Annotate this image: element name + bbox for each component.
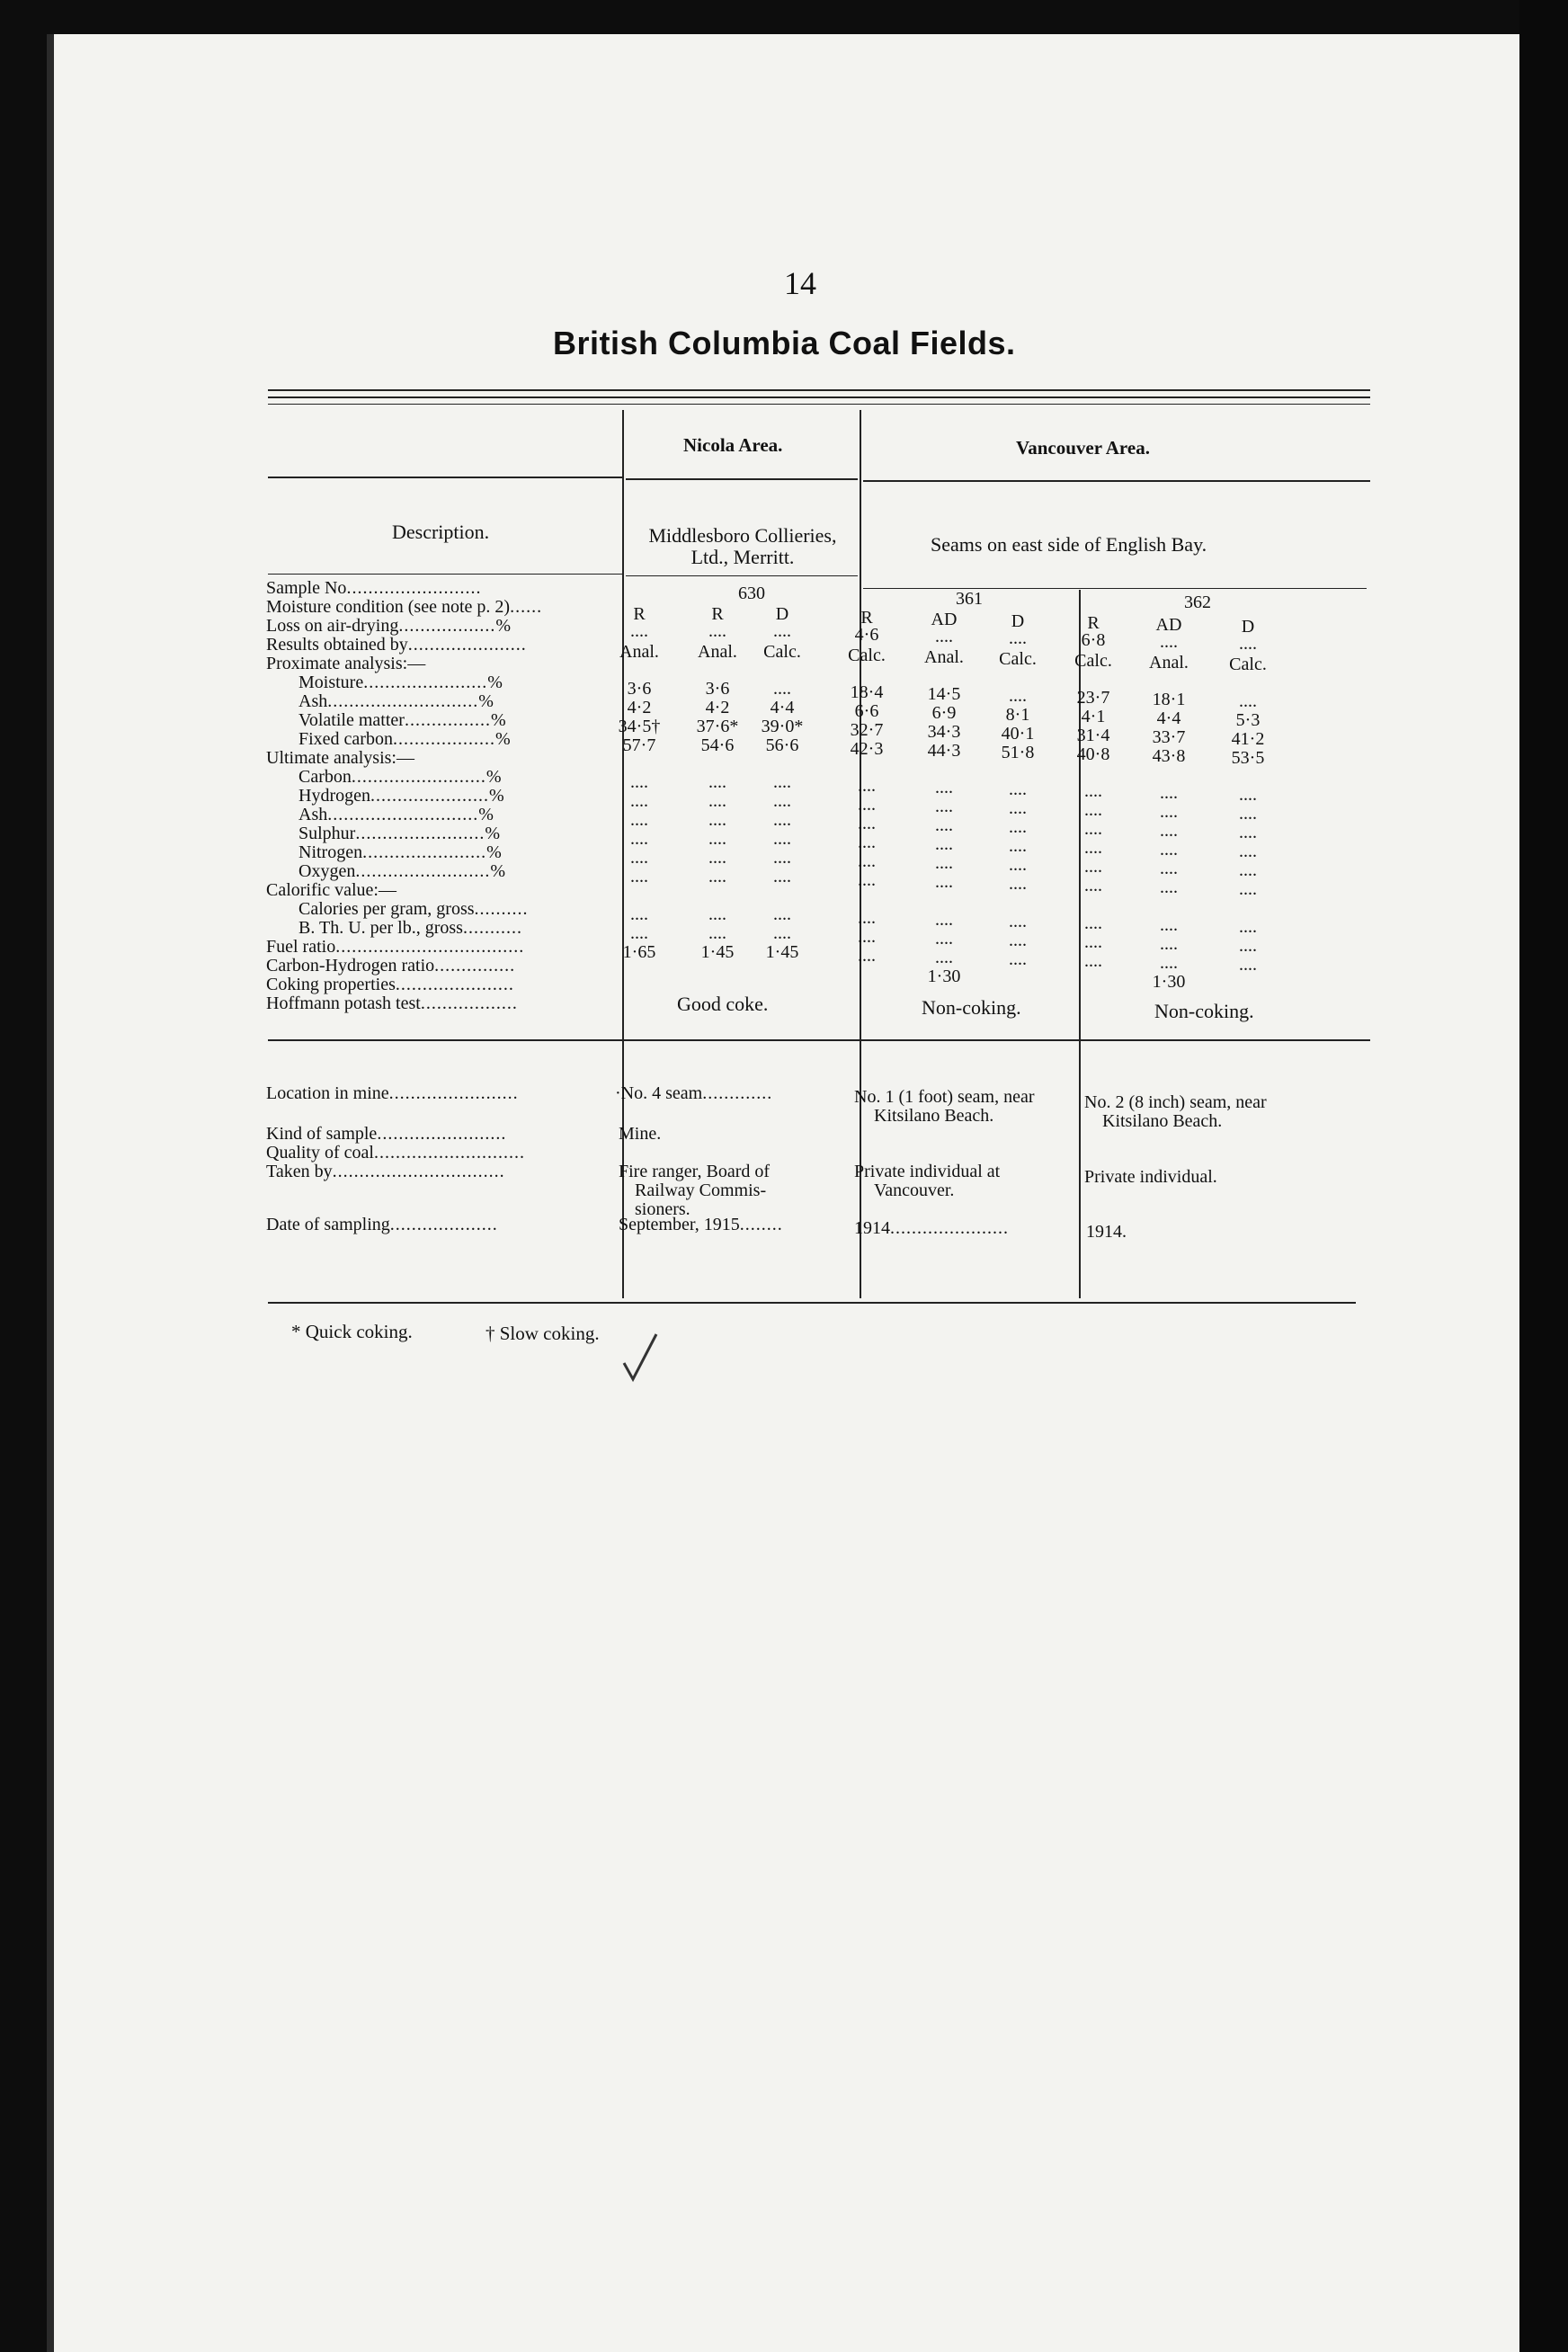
placeholder-cell: .... (858, 776, 876, 796)
placeholder-cell: .... (1009, 874, 1027, 894)
header-rule-left (268, 477, 622, 478)
cell-fixed-0: 57·7 (622, 735, 656, 755)
vancouver-subheader: Seams on east side of English Bay. (931, 533, 1207, 556)
label-fuel-ratio: Fuel ratio................................... (266, 937, 525, 957)
coking-362: Non-coking. (1154, 1000, 1254, 1022)
placeholder-cell: .... (773, 848, 791, 868)
cell-ash-4: 6·9 (931, 703, 957, 723)
v362-location-1: No. 2 (8 inch) seam, near (1084, 1092, 1267, 1112)
cell-ash-5: 8·1 (1005, 705, 1030, 725)
placeholder-cell: .... (1160, 859, 1178, 878)
cell-by-0: Anal. (619, 642, 659, 662)
placeholder-cell: .... (630, 810, 648, 830)
placeholder-cell: .... (1009, 780, 1027, 799)
cell-fixed-6: 40·8 (1076, 744, 1110, 764)
pencil-tick-mark (620, 1329, 665, 1392)
cell-moisture-0: 3·6 (627, 679, 652, 699)
cell-ash-1: 4·2 (705, 698, 730, 717)
cell-fuel-8: .... (1239, 955, 1257, 975)
placeholder-cell: .... (1239, 785, 1257, 805)
placeholder-cell: .... (935, 778, 953, 797)
header-rule-mid (626, 478, 858, 480)
cell-volatile-8: 41·2 (1231, 729, 1265, 749)
placeholder-cell: .... (1084, 800, 1102, 820)
label-ash-ultimate: Ash............................% (298, 805, 494, 824)
cell-cond-1: R (711, 604, 724, 624)
cell-loss-0: .... (630, 621, 648, 641)
nicola-area-header: Nicola Area. (683, 434, 783, 456)
cell-moisture-5: .... (1009, 686, 1027, 706)
label-sulphur: Sulphur........................% (298, 824, 501, 843)
cell-fuel-5: .... (1009, 949, 1027, 969)
placeholder-cell: .... (630, 791, 648, 811)
placeholder-cell: .... (858, 833, 876, 852)
label-moisture: Moisture.......................% (298, 673, 503, 692)
label-hydrogen: Hydrogen......................% (298, 786, 504, 806)
sample-no-630: 630 (738, 584, 765, 603)
placeholder-cell: .... (935, 834, 953, 854)
cell-volatile-6: 31·4 (1076, 726, 1110, 745)
cell-ash-3: 6·6 (854, 701, 879, 721)
label-results-obtained-by: Results obtained by...................... (266, 635, 527, 655)
cell-volatile-0: 34·5† (618, 717, 661, 736)
header-rule-right (863, 480, 1370, 482)
label-ch-ratio: Carbon-Hydrogen ratio............... (266, 956, 516, 976)
footnote-slow-coking: † Slow coking. (486, 1323, 600, 1344)
cell-cond-4: AD (931, 610, 958, 629)
placeholder-cell: .... (1160, 840, 1178, 860)
cell-cond-3: R (860, 608, 873, 628)
top-rule-2 (268, 396, 1370, 398)
placeholder-cell: .... (1239, 823, 1257, 842)
placeholder-cell: .... (1239, 842, 1257, 861)
cell-cond-6: R (1087, 613, 1100, 633)
placeholder-cell: .... (1009, 817, 1027, 837)
cell-by-3: Calc. (848, 646, 886, 665)
v361-location-2: Kitsilano Beach. (874, 1106, 994, 1126)
placeholder-cell: .... (773, 904, 791, 924)
cell-cond-8: D (1241, 617, 1255, 637)
cell-loss-5: .... (1009, 628, 1027, 648)
placeholder-cell: .... (630, 867, 648, 886)
cell-ash-7: 4·4 (1156, 708, 1181, 728)
placeholder-cell: .... (1160, 878, 1178, 897)
cell-moisture-4: 14·5 (927, 684, 961, 704)
placeholder-cell: .... (708, 867, 726, 886)
placeholder-cell: .... (858, 870, 876, 890)
placeholder-cell: .... (1084, 838, 1102, 858)
label-moisture-condition: Moisture condition (see note p. 2)...... (266, 597, 543, 617)
cell-fuel-4: .... (935, 948, 953, 967)
cell-by-1: Anal. (698, 642, 737, 662)
cell-volatile-1: 37·6* (696, 717, 739, 736)
sample-no-361: 361 (956, 589, 983, 609)
v361-taken-by-1: Private individual at (854, 1162, 1001, 1181)
cell-moisture-3: 18·4 (850, 682, 884, 702)
label-calorific: Calorific value:— (266, 880, 396, 900)
placeholder-cell: .... (708, 848, 726, 868)
cell-fixed-3: 42·3 (850, 739, 884, 759)
placeholder-cell: .... (1084, 857, 1102, 877)
sample-rule-mid (626, 575, 858, 576)
label-date: Date of sampling.................... (266, 1215, 498, 1234)
cell-cond-7: AD (1155, 615, 1182, 635)
label-sample-no: Sample No......................... (266, 578, 482, 598)
placeholder-cell: .... (1160, 915, 1178, 935)
placeholder-cell: .... (1239, 879, 1257, 899)
label-fixed-carbon: Fixed carbon...................% (298, 729, 511, 749)
cell-ch-7: 1·30 (1152, 972, 1186, 992)
label-ash: Ash............................% (298, 691, 494, 711)
placeholder-cell: .... (858, 927, 876, 947)
cell-by-8: Calc. (1229, 655, 1267, 674)
placeholder-cell: .... (858, 795, 876, 815)
cell-ch-4: 1·30 (927, 967, 961, 986)
placeholder-cell: .... (1009, 798, 1027, 818)
label-ultimate: Ultimate analysis:— (266, 748, 414, 768)
nicola-taken-by-3: sioners. (635, 1199, 690, 1219)
placeholder-cell: .... (1009, 836, 1027, 856)
page-number: 14 (784, 265, 816, 301)
cell-ash-0: 4·2 (627, 698, 652, 717)
placeholder-cell: .... (1009, 912, 1027, 931)
placeholder-cell: .... (1009, 855, 1027, 875)
cell-loss-2: .... (773, 621, 791, 641)
page-title: British Columbia Coal Fields. (553, 325, 1016, 361)
v362-date: 1914. (1086, 1222, 1127, 1242)
v362-location-2: Kitsilano Beach. (1102, 1111, 1223, 1131)
placeholder-cell: .... (708, 810, 726, 830)
placeholder-cell: .... (935, 929, 953, 949)
placeholder-cell: .... (858, 908, 876, 928)
label-kind: Kind of sample........................ (266, 1124, 507, 1144)
label-nitrogen: Nitrogen.......................% (298, 842, 502, 862)
placeholder-cell: .... (1239, 917, 1257, 937)
placeholder-cell: .... (773, 829, 791, 849)
placeholder-cell: .... (630, 848, 648, 868)
label-coking: Coking properties...................... (266, 975, 514, 994)
cell-fuel-3: .... (858, 946, 876, 966)
placeholder-cell: .... (630, 904, 648, 924)
placeholder-cell: .... (773, 867, 791, 886)
placeholder-cell: .... (773, 923, 791, 943)
bottom-rule (268, 1302, 1356, 1304)
cell-fuel-7: .... (1160, 953, 1178, 973)
placeholder-cell: .... (773, 791, 791, 811)
placeholder-cell: .... (858, 814, 876, 833)
cell-fixed-1: 54·6 (700, 735, 735, 755)
placeholder-cell: .... (630, 923, 648, 943)
cell-moisture-7: 18·1 (1152, 690, 1186, 709)
placeholder-cell: .... (1160, 802, 1178, 822)
cell-moisture-2: .... (773, 679, 791, 699)
placeholder-cell: .... (1084, 876, 1102, 895)
placeholder-cell: .... (708, 904, 726, 924)
placeholder-cell: .... (935, 815, 953, 835)
placeholder-cell: .... (1160, 934, 1178, 954)
placeholder-cell: .... (1009, 931, 1027, 950)
cell-fuel-6: .... (1084, 951, 1102, 971)
cell-fuel-2: 1·45 (765, 942, 799, 962)
cell-volatile-2: 39·0* (761, 717, 804, 736)
nicola-taken-by-2: Railway Commis- (635, 1180, 767, 1200)
cell-loss-8: .... (1239, 634, 1257, 654)
placeholder-cell: .... (1084, 781, 1102, 801)
cell-loss-7: .... (1160, 632, 1178, 652)
label-carbon: Carbon.........................% (298, 767, 502, 787)
v361-date: 1914...................... (854, 1218, 1009, 1238)
middle-rule (268, 1039, 1370, 1041)
placeholder-cell: .... (708, 791, 726, 811)
top-rule (268, 389, 1370, 391)
placeholder-cell: .... (935, 872, 953, 892)
sample-no-362: 362 (1184, 592, 1211, 612)
placeholder-cell: .... (773, 772, 791, 792)
coking-nicola: Good coke. (677, 993, 769, 1015)
label-hoffmann: Hoffmann potash test.................. (266, 993, 518, 1013)
cell-ash-6: 4·1 (1081, 707, 1106, 726)
cell-fixed-5: 51·8 (1001, 743, 1035, 762)
cell-fuel-1: 1·45 (700, 942, 735, 962)
label-location: Location in mine........................ (266, 1083, 519, 1103)
cell-loss-3: 4·6 (854, 625, 879, 645)
top-rule-3 (268, 404, 1370, 405)
placeholder-cell: .... (1160, 783, 1178, 803)
placeholder-cell: .... (630, 772, 648, 792)
nicola-kind: Mine. (619, 1124, 662, 1144)
nicola-taken-by-1: Fire ranger, Board of (619, 1162, 771, 1181)
cell-fixed-4: 44·3 (927, 741, 961, 761)
cell-loss-4: .... (935, 627, 953, 646)
cell-volatile-3: 32·7 (850, 720, 884, 740)
placeholder-cell: .... (1239, 936, 1257, 956)
label-proximate: Proximate analysis:— (266, 654, 426, 673)
nicola-location: ·No. 4 seam............. (615, 1083, 773, 1103)
description-header: Description. (392, 521, 490, 543)
cell-by-4: Anal. (924, 647, 964, 667)
cell-volatile-4: 34·3 (927, 722, 961, 742)
cell-volatile-7: 33·7 (1152, 727, 1186, 747)
placeholder-cell: .... (773, 810, 791, 830)
v361-location-1: No. 1 (1 foot) seam, near (854, 1087, 1035, 1107)
cell-ash-8: 5·3 (1235, 710, 1261, 730)
label-taken-by: Taken by................................ (266, 1162, 505, 1181)
v362-taken-by-1: Private individual. (1084, 1167, 1217, 1187)
placeholder-cell: .... (858, 851, 876, 871)
footnote-quick-coking: * Quick coking. (291, 1321, 413, 1342)
placeholder-cell: .... (935, 797, 953, 816)
placeholder-cell: .... (1239, 804, 1257, 824)
sample-rule-right (863, 588, 1367, 589)
cell-cond-5: D (1011, 611, 1025, 631)
cell-cond-0: R (633, 604, 646, 624)
placeholder-cell: .... (1239, 860, 1257, 880)
nicola-date: September, 1915........ (619, 1215, 783, 1234)
vancouver-area-header: Vancouver Area. (1016, 437, 1150, 459)
cell-by-5: Calc. (999, 649, 1037, 669)
cell-moisture-6: 23·7 (1076, 688, 1110, 708)
sample-rule-left (268, 574, 622, 575)
cell-by-6: Calc. (1074, 651, 1112, 671)
cell-loss-1: .... (708, 621, 726, 641)
placeholder-cell: .... (935, 853, 953, 873)
placeholder-cell: .... (708, 829, 726, 849)
cell-fixed-2: 56·6 (765, 735, 799, 755)
placeholder-cell: .... (708, 772, 726, 792)
cell-fixed-7: 43·8 (1152, 746, 1186, 766)
cell-fuel-0: 1·65 (622, 942, 656, 962)
nicola-subheader: Middlesboro Collieries, Ltd., Merritt. (648, 524, 837, 568)
label-btu: B. Th. U. per lb., gross........... (298, 918, 522, 938)
v361-taken-by-2: Vancouver. (874, 1180, 955, 1200)
coking-361: Non-coking. (922, 996, 1021, 1019)
cell-fixed-8: 53·5 (1231, 748, 1265, 768)
placeholder-cell: .... (1084, 819, 1102, 839)
cell-by-2: Calc. (763, 642, 801, 662)
document-page (54, 34, 1528, 2352)
label-volatile: Volatile matter................% (298, 710, 506, 730)
cell-cond-2: D (775, 604, 789, 624)
placeholder-cell: .... (708, 923, 726, 943)
cell-volatile-5: 40·1 (1001, 724, 1035, 744)
label-quality: Quality of coal............................ (266, 1143, 525, 1163)
cell-moisture-1: 3·6 (705, 679, 730, 699)
placeholder-cell: .... (1160, 821, 1178, 841)
cell-loss-6: 6·8 (1081, 630, 1106, 650)
scan-right-border (1519, 0, 1568, 2352)
placeholder-cell: .... (935, 910, 953, 930)
cell-moisture-8: .... (1239, 691, 1257, 711)
label-oxygen: Oxygen.........................% (298, 861, 505, 881)
placeholder-cell: .... (630, 829, 648, 849)
placeholder-cell: .... (1084, 913, 1102, 933)
label-calories: Calories per gram, gross.......... (298, 899, 529, 919)
label-loss-air-drying: Loss on air-drying..................% (266, 616, 512, 636)
cell-by-7: Anal. (1149, 653, 1189, 673)
cell-ash-2: 4·4 (770, 698, 795, 717)
placeholder-cell: .... (1084, 932, 1102, 952)
